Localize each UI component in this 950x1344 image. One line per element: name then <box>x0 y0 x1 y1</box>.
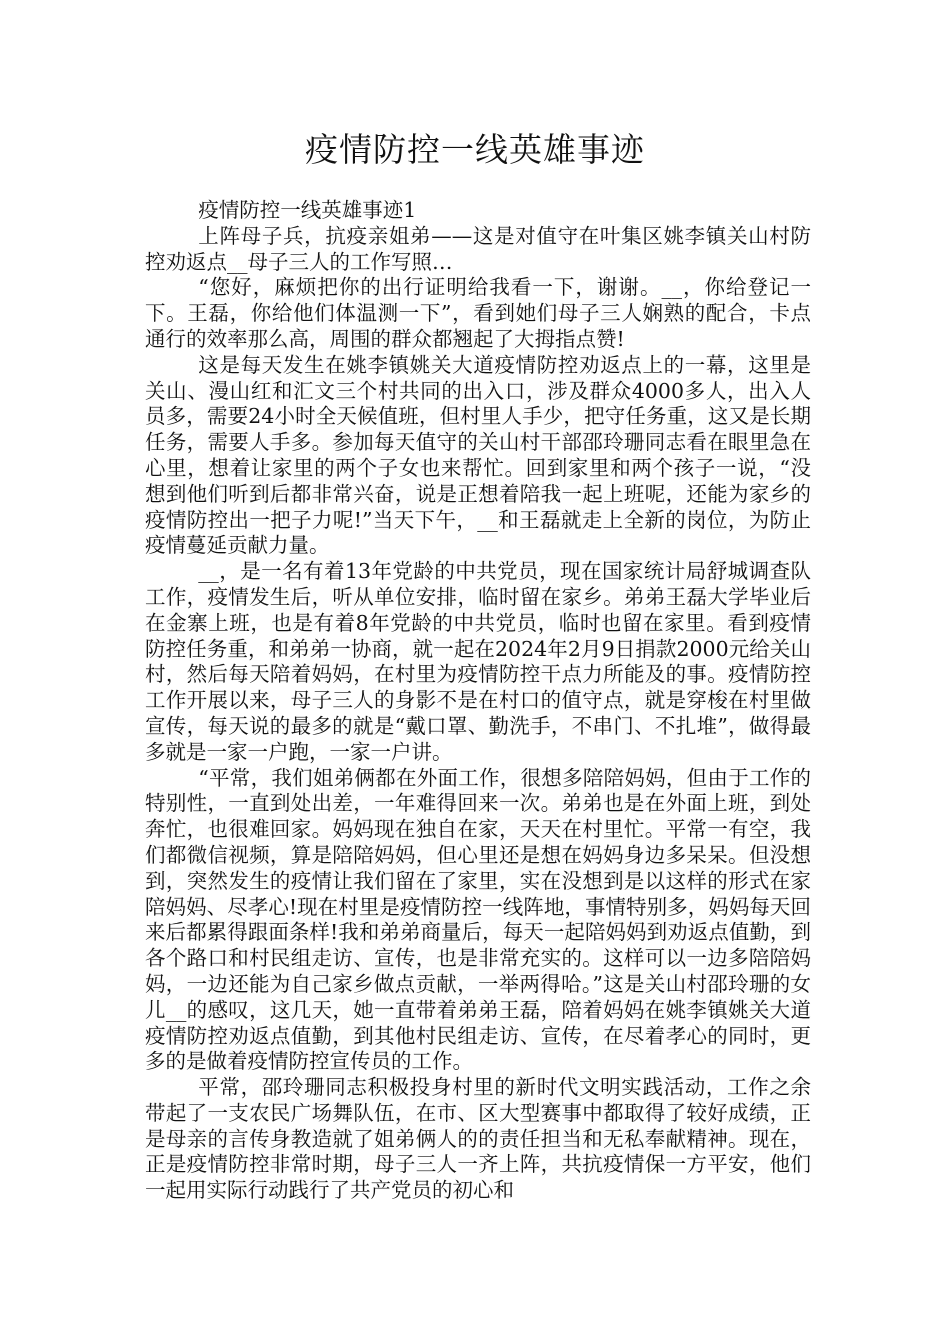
paragraph-2: “您好，麻烦把你的出行证明给我看一下，谢谢。__，你给登记一下。王磊，你给他们体温测一下”，看到她们母子三人娴熟的配合，卡点通行的效率那么高，周围的群众都翘起了大拇指点赞! <box>145 275 811 351</box>
paragraph-4: __，是一名有着13年党龄的中共党员，现在国家统计局舒城调查队工作，疫情发生后，听从单位安排，临时留在家乡。弟弟王磊大学毕业后在金寨上班，也是有着8年党龄的中共党员，临时也留在家里。看到疫情防控任务重，和弟弟一协商，就一起在2024年2月9日捐款2000元给关山村，然后每天陪着妈妈，在村里为疫情防控干点力所能及的事。疫情防控工作开展以来，母子三人的身影不是在村口的值守点，就是穿梭在村里做宣传，每天说的最多的就是“戴口罩、勤洗手，不串门、不扎堆”，做得最多就是一家一户跑，一家一户讲。 <box>145 559 811 764</box>
paragraph-5: “平常，我们姐弟俩都在外面工作，很想多陪陪妈妈，但由于工作的特别性，一直到处出差，一年难得回来一次。弟弟也是在外面上班，到处奔忙，也很难回家。妈妈现在独自在家，天天在村里忙。平常一有空，我们都微信视频，算是陪陪妈妈，但心里还是想在妈妈身边多呆呆。但没想到，突然发生的疫情让我们留在了家里，实在没想到是以这样的形式在家陪妈妈、尽孝心!现在村里是疫情防控一线阵地，事情特别多，妈妈每天回来后都累得跟面条样!我和弟弟商量后，每天一起陪妈妈到劝返点值勤，到各个路口和村民组走访、宣传，也是非常充实的。这样可以一边多陪陪妈妈，一边还能为自己家乡做点贡献，一举两得哈。”这是关山村邵玲珊的女儿__的感叹，这几天，她一直带着弟弟王磊，陪着妈妈在姚李镇姚关大道疫情防控劝返点值勤，到其他村民组走访、宣传，在尽着孝心的同时，更多的是做着疫情防控宣传员的工作。 <box>145 765 811 1074</box>
document-body <box>145 198 811 1204</box>
paragraph-1: 上阵母子兵，抗疫亲姐弟——这是对值守在叶集区姚李镇关山村防控劝返点__母子三人的工作写照… <box>145 223 811 274</box>
section-heading: 疫情防控一线英雄事迹1 <box>198 198 417 222</box>
paragraph-3: 这是每天发生在姚李镇姚关大道疫情防控劝返点上的一幕，这里是关山、漫山红和汇文三个村共同的出入口，涉及群众4000多人，出入人员多，需要24小时全天候值班，但村里人手少，把守任务重，这又是长期任务，需要人手多。参加每天值守的关山村干部邵玲珊同志看在眼里急在心里，想着让家里的两个子女也来帮忙。回到家里和两个孩子一说，“没想到他们听到后都非常兴奋，说是正想着陪我一起上班呢，还能为家乡的疫情防控出一把子力呢!”当天下午，__和王磊就走上全新的岗位，为防止疫情蔓延贡献力量。 <box>145 352 811 558</box>
document-title: 疫情防控一线英雄事迹 <box>305 130 645 169</box>
paragraph-6: 平常，邵玲珊同志积极投身村里的新时代文明实践活动，工作之余带起了一支农民广场舞队伍，在市、区大型赛事中都取得了较好成绩，正是母亲的言传身教造就了姐弟俩人的的责任担当和无私奉献精神。现在，正是疫情防控非常时期，母子三人一齐上阵，共抗疫情保一方平安，他们一起用实际行动践行了共产党员的初心和 <box>145 1075 811 1203</box>
